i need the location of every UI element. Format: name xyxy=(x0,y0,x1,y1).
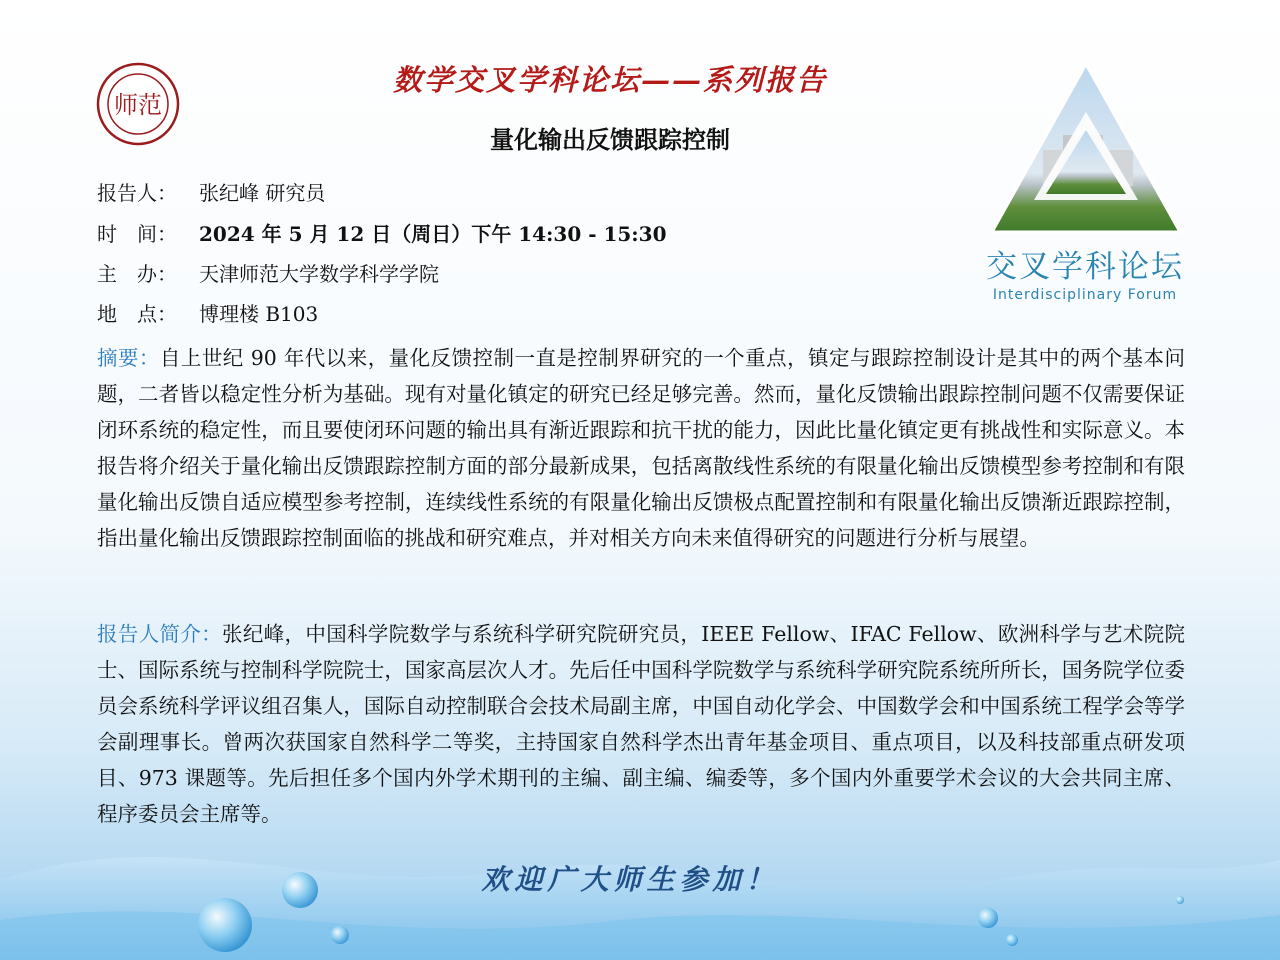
time-value: 2024 年 5 月 12 日（周日）下午 14:30 - 15:30 xyxy=(199,222,667,246)
abstract-label: 摘要： xyxy=(97,346,160,370)
time-row xyxy=(97,218,667,247)
svg-text:师范: 师范 xyxy=(114,91,162,119)
abstract-paragraph xyxy=(97,340,1185,556)
page-title: 数学交叉学科论坛——系列报告 xyxy=(392,63,827,97)
place-value: 博理楼 B103 xyxy=(199,302,319,326)
time-label: 时 间： xyxy=(97,222,177,246)
forum-triangle-logo xyxy=(988,60,1184,236)
bio-paragraph xyxy=(97,616,1185,832)
place-label: 地 点： xyxy=(97,302,177,326)
host-value: 天津师范大学数学科学学院 xyxy=(199,262,439,286)
host-label: 主 办： xyxy=(97,262,177,286)
host-row xyxy=(97,258,439,287)
speaker-value: 张纪峰 研究员 xyxy=(199,181,326,205)
university-seal-logo xyxy=(96,62,180,146)
bio-label: 报告人简介： xyxy=(97,622,223,646)
report-title: 量化输出反馈跟踪控制 xyxy=(490,126,730,154)
speaker-row xyxy=(97,177,325,206)
speaker-label: 报告人： xyxy=(97,181,177,205)
bio-text: 张纪峰，中国科学院数学与系统科学研究院研究员，IEEE Fellow、IFAC Fellow、欧洲科学与艺术院院士、国际系统与控制科学院院士，国家高层次人才。先后任中国科学院数学与系统科学研究院系统所所长，国务院学位委员会系统科学评议组召集人，国际自动控制联合会技术局副主席，中国自动化学会、中国数学会和中国系统工程学会等学会副理事长。曾两次获国家自然科学二等奖，主持国家自然科学杰出青年基金项目、重点项目，以及科技部重点研发项目、973 课题等。先后担任多个国内外学术期刊的主编、副主编、编委等，多个国内外重要学术会议的大会共同主席、程序委员会主席等。 xyxy=(97,622,1186,826)
place-row xyxy=(97,298,318,327)
welcome-text: 欢迎广大师生参加！ xyxy=(481,863,779,896)
forum-name-cn: 交叉学科论坛 xyxy=(986,249,1184,285)
abstract-text: 自上世纪 90 年代以来，量化反馈控制一直是控制界研究的一个重点，镇定与跟踪控制设计是其中的两个基本问题，二者皆以稳定性分析为基础。现有对量化镇定的研究已经足够完善。然而，量化反馈输出跟踪控制问题不仅需要保证闭环系统的稳定性，而且要使闭环问题的输出具有渐近跟踪和抗干扰的能力，因此比量化镇定更有挑战性和实际意义。本报告将介绍关于量化输出反馈跟踪控制方面的部分最新成果，包括离散线性系统的有限量化输出反馈模型参考控制和有限量化输出反馈自适应模型参考控制，连续线性系统的有限量化输出反馈极点配置控制和有限量化输出反馈渐近跟踪控制，指出量化输出反馈跟踪控制面临的挑战和研究难点，并对相关方向未来值得研究的问题进行分析与展望。 xyxy=(97,346,1185,550)
forum-name-en: Interdisciplinary Forum xyxy=(992,287,1178,303)
